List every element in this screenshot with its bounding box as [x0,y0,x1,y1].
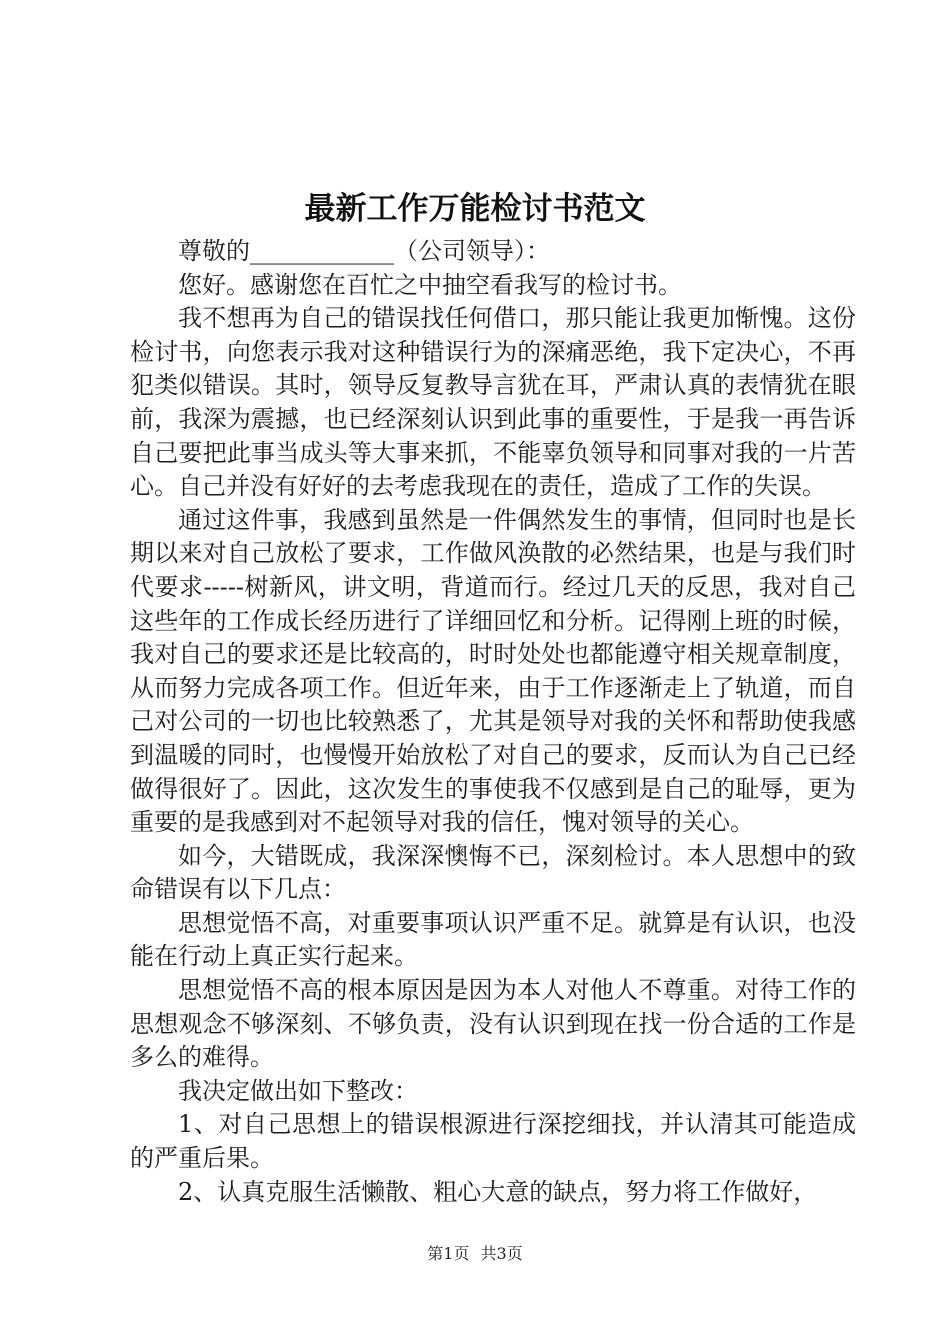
body-paragraph: 如今，大错既成，我深深懊悔不已，深刻检讨。本人思想中的致命错误有以下几点： [130,841,856,904]
body-paragraph: 我不想再为自己的错误找任何借口，那只能让我更加惭愧。这份检讨书，向您表示我对这种错误行为的深痛恶绝，我下定决心，不再犯类似错误。其时，领导反复教导言犹在耳，严肃认真的表情犹在眼前，我深为震撼，也已经深刻认识到此事的重要性，于是我一再告诉自己要把此事当成头等大事来抓，不能辜负领导和同事对我的一片苦心。自己并没有好好的去考虑我现在的责任，造成了工作的失误。 [130,304,856,501]
document-title: 最新工作万能检讨书范文 [304,191,646,227]
body-paragraph: 思想觉悟不高，对重要事项认识严重不足。就算是有认识，也没能在行动上真正实行起来。 [130,908,856,971]
body-paragraph: 通过这件事，我感到虽然是一件偶然发生的事情，但同时也是长期以来对自己放松了要求，工作做风涣散的必然结果，也是与我们时代要求-----树新风，讲文明，背道而行。经过几天的反思，我对自己这些年的工作成长经历进行了详细回忆和分析。记得刚上班的时候，我对自己的要求还是比较高的，时时处处也都能遵守相关规章制度，从而努力完成各项工作。但近年来，由于工作逐渐走上了轨道，而自己对公司的一切也比较熟悉了，尤其是领导对我的关怀和帮助使我感到温暖的同时，也慢慢开始放松了对自己的要求，反而认为自己已经做得很好了。因此，这次发生的事使我不仅感到是自己的耻辱，更为重要的是我感到对不起领导对我的信任，愧对领导的关心。 [130,505,856,837]
list-item: 1、对自己思想上的错误根源进行深挖细找，并认清其可能造成的严重后果。 [130,1110,856,1173]
page-total: 共3页 [480,1244,523,1263]
list-item: 2、认真克服生活懒散、粗心大意的缺点，努力将工作做好， [178,1177,818,1206]
salutation: 尊敬的____________（公司领导）： [178,237,550,265]
body-paragraph: 思想觉悟不高的根本原因是因为本人对他人不尊重。对待工作的思想观念不够深刻、不够负责，没有认识到现在找一份合适的工作是多么的难得。 [130,976,856,1072]
body-paragraph: 我决定做出如下整改： [178,1076,418,1105]
document-body [130,235,856,1209]
greeting-paragraph: 您好。感谢您在百忙之中抽空看我写的检讨书。 [178,270,682,299]
page-number: 第1页 [427,1244,470,1263]
page-footer [0,1242,950,1266]
